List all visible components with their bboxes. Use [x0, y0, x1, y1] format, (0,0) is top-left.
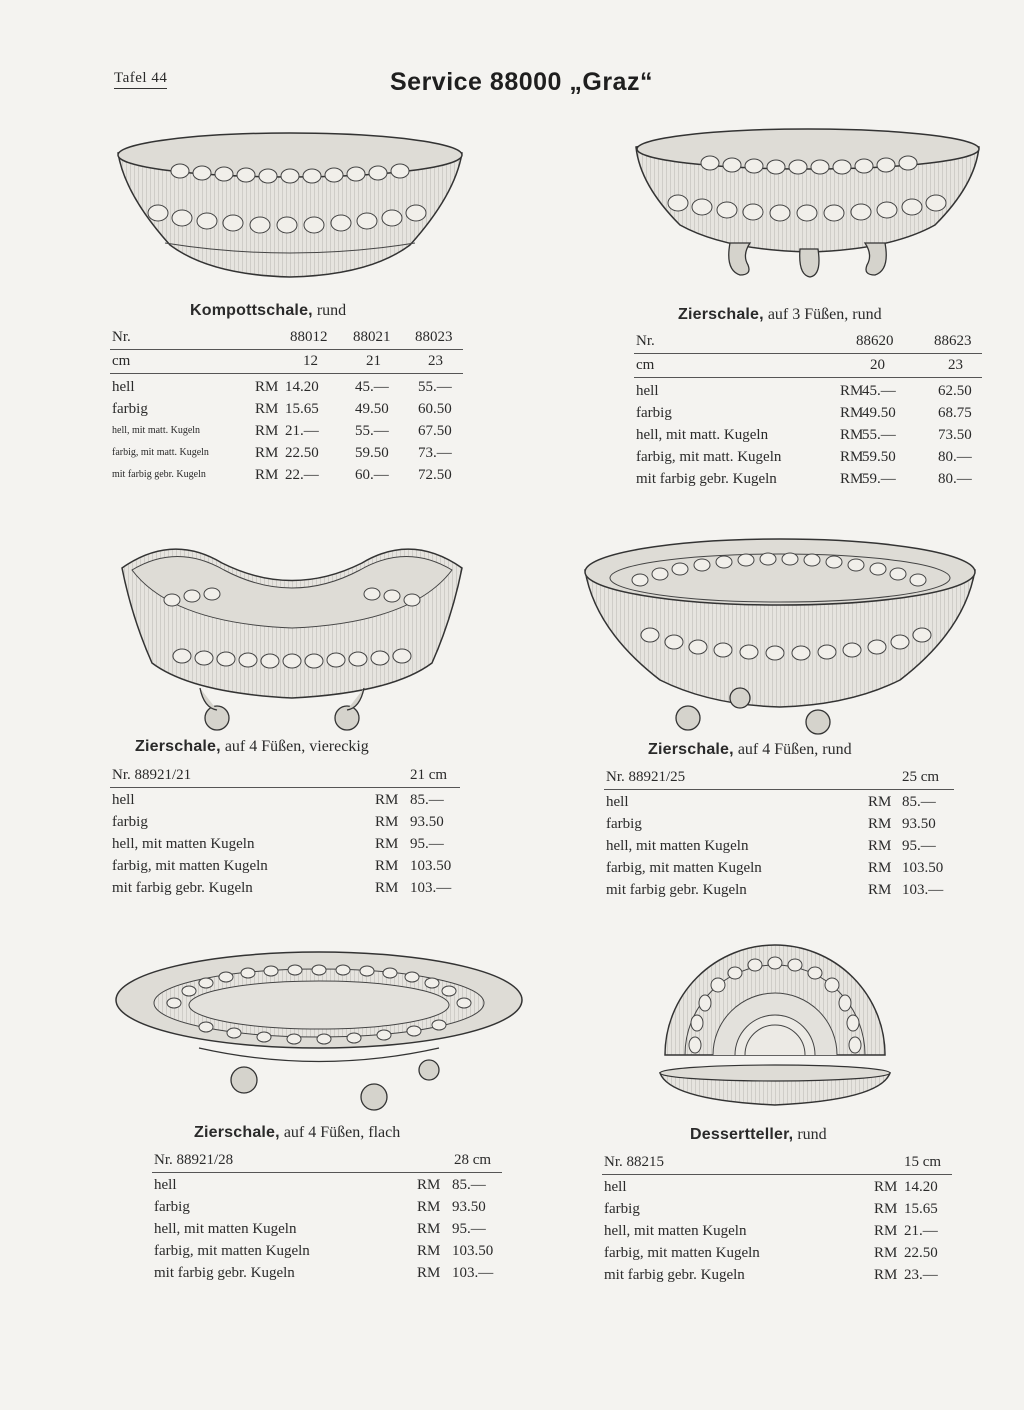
- price-value: 55.—: [418, 379, 452, 395]
- currency-label: RM: [375, 858, 399, 874]
- row-label: hell, mit matten Kugeln: [154, 1221, 297, 1237]
- currency-label: RM: [868, 860, 892, 876]
- row-label: farbig: [604, 1201, 640, 1217]
- dessertteller-desc: rund: [797, 1126, 827, 1143]
- price-value: 14.20: [285, 379, 319, 395]
- zierschale-flach-name: Zierschale,: [194, 1124, 280, 1141]
- price-value: 23.—: [904, 1267, 938, 1283]
- price-value: 60.—: [355, 467, 389, 483]
- nr-label: Nr.: [112, 329, 131, 345]
- price-value: 80.—: [938, 449, 972, 465]
- table-row: [110, 442, 465, 464]
- table-row: [604, 766, 954, 788]
- price-value: 21.—: [285, 423, 319, 439]
- price-value: 22.50: [285, 445, 319, 461]
- table-row: [110, 877, 460, 899]
- currency-label: RM: [874, 1201, 898, 1217]
- currency-label: RM: [255, 467, 279, 483]
- zierschale-3-name: Zierschale,: [678, 306, 764, 323]
- price-value: 68.75: [938, 405, 972, 421]
- table-row: [110, 833, 460, 855]
- price-value: 22.—: [285, 467, 319, 483]
- row-label: mit farbig gebr. Kugeln: [636, 471, 777, 487]
- currency-label: RM: [375, 814, 399, 830]
- page-title: Service 88000 „Graz“: [390, 68, 653, 96]
- price-value: 67.50: [418, 423, 452, 439]
- price-value: 93.50: [452, 1199, 486, 1215]
- cm-label: cm: [112, 353, 131, 369]
- table-row: [110, 811, 460, 833]
- row-label: hell: [112, 792, 135, 808]
- table-row: [110, 464, 465, 486]
- article-number: Nr. 88921/25: [606, 769, 686, 785]
- article-number: 88023: [415, 329, 453, 345]
- row-label: hell: [636, 383, 659, 399]
- zierschale-flach-caption: [194, 1124, 400, 1142]
- zierschale-viereckig-desc: auf 4 Füßen, viereckig: [224, 738, 369, 755]
- row-label: hell: [604, 1179, 627, 1195]
- table-row: [604, 813, 954, 835]
- size-value: 25 cm: [902, 769, 940, 785]
- price-value: 103.—: [452, 1265, 494, 1281]
- dessertteller-name: Dessertteller,: [690, 1126, 794, 1143]
- price-value: 15.65: [904, 1201, 938, 1217]
- price-value: 45.—: [355, 379, 389, 395]
- currency-label: RM: [874, 1179, 898, 1195]
- currency-label: RM: [840, 383, 864, 399]
- table-row: [152, 1262, 502, 1284]
- table-row: [152, 1149, 502, 1171]
- price-value: 62.50: [938, 383, 972, 399]
- price-value: 15.65: [285, 401, 319, 417]
- kompottschale-illustration: [110, 125, 470, 285]
- table-row: [110, 789, 460, 811]
- kompottschale-name: Kompottschale,: [190, 302, 313, 319]
- currency-label: RM: [375, 792, 399, 808]
- row-label: farbig, mit matt. Kugeln: [112, 447, 209, 458]
- nr-label: Nr.: [636, 333, 655, 349]
- table-row: [634, 330, 984, 352]
- currency-label: RM: [840, 449, 864, 465]
- zierschale-viereckig-caption: [135, 738, 369, 756]
- row-label: farbig: [112, 814, 148, 830]
- price-value: 80.—: [938, 471, 972, 487]
- table-row: [110, 398, 465, 420]
- currency-label: RM: [868, 816, 892, 832]
- row-label: hell, mit matt. Kugeln: [112, 425, 201, 436]
- table-row: [602, 1151, 952, 1173]
- price-value: 14.20: [904, 1179, 938, 1195]
- dessertteller-illustration: [655, 935, 895, 1120]
- zierschale-3-caption: [678, 306, 882, 324]
- row-label: hell, mit matten Kugeln: [606, 838, 749, 854]
- price-value: 93.50: [410, 814, 444, 830]
- size-value: 23: [948, 357, 963, 373]
- price-value: 95.—: [410, 836, 444, 852]
- divider: [602, 1174, 952, 1175]
- row-label: mit farbig gebr. Kugeln: [112, 469, 206, 480]
- currency-label: RM: [417, 1221, 441, 1237]
- table-row: [604, 835, 954, 857]
- row-label: farbig: [606, 816, 642, 832]
- article-number: Nr. 88921/28: [154, 1152, 234, 1168]
- dessertteller-caption: [690, 1126, 827, 1144]
- currency-label: RM: [255, 401, 279, 417]
- kompottschale-caption: [190, 302, 346, 320]
- row-label: farbig, mit matt. Kugeln: [636, 449, 782, 465]
- row-label: mit farbig gebr. Kugeln: [154, 1265, 295, 1281]
- table-row: [634, 468, 984, 490]
- table-row: [110, 350, 465, 372]
- currency-label: RM: [255, 445, 279, 461]
- price-value: 95.—: [452, 1221, 486, 1237]
- price-value: 93.50: [902, 816, 936, 832]
- zierschale-3-fuesse-illustration: [630, 125, 985, 295]
- currency-label: RM: [375, 836, 399, 852]
- article-number: Nr. 88921/21: [112, 767, 192, 783]
- price-value: 103.50: [452, 1243, 494, 1259]
- row-label: hell: [112, 379, 135, 395]
- table-row: [152, 1218, 502, 1240]
- zierschale-rund-table: [604, 766, 954, 901]
- row-label: hell, mit matten Kugeln: [112, 836, 255, 852]
- table-row: [634, 354, 984, 376]
- currency-label: RM: [255, 423, 279, 439]
- price-value: 49.50: [862, 405, 896, 421]
- divider: [152, 1172, 502, 1173]
- row-label: farbig: [154, 1199, 190, 1215]
- currency-label: RM: [874, 1245, 898, 1261]
- kompottschale-desc: rund: [316, 302, 347, 319]
- price-value: 103.—: [410, 880, 452, 896]
- row-label: farbig: [636, 405, 672, 421]
- zierschale-viereckig-illustration: [112, 528, 472, 738]
- size-value: 21 cm: [410, 767, 448, 783]
- price-value: 59.—: [862, 471, 896, 487]
- size-value: 21: [366, 353, 381, 369]
- table-row: [604, 879, 954, 901]
- article-number: Nr. 88215: [604, 1154, 664, 1170]
- table-row: [634, 380, 984, 402]
- article-number: 88623: [934, 333, 972, 349]
- price-value: 103.—: [902, 882, 944, 898]
- price-value: 55.—: [862, 427, 896, 443]
- currency-label: RM: [417, 1265, 441, 1281]
- row-label: mit farbig gebr. Kugeln: [112, 880, 253, 896]
- zierschale-rund-illustration: [580, 530, 980, 740]
- table-row: [602, 1198, 952, 1220]
- divider: [110, 373, 463, 374]
- zierschale-viereckig-name: Zierschale,: [135, 738, 221, 755]
- page-label: Tafel 44: [114, 70, 167, 89]
- article-number: 88620: [856, 333, 894, 349]
- zierschale-flach-illustration: [114, 945, 524, 1120]
- kompottschale-table: [110, 326, 465, 486]
- price-value: 21.—: [904, 1223, 938, 1239]
- price-value: 45.—: [862, 383, 896, 399]
- row-label: mit farbig gebr. Kugeln: [604, 1267, 745, 1283]
- zierschale-3-table: [634, 330, 984, 490]
- currency-label: RM: [255, 379, 279, 395]
- table-row: [602, 1264, 952, 1286]
- dessertteller-table: [602, 1151, 952, 1286]
- price-value: 85.—: [410, 792, 444, 808]
- table-row: [110, 855, 460, 877]
- currency-label: RM: [874, 1223, 898, 1239]
- table-row: [602, 1242, 952, 1264]
- currency-label: RM: [417, 1199, 441, 1215]
- table-row: [110, 420, 465, 442]
- price-value: 85.—: [902, 794, 936, 810]
- price-value: 103.50: [902, 860, 944, 876]
- table-row: [152, 1196, 502, 1218]
- table-row: [602, 1220, 952, 1242]
- table-row: [634, 402, 984, 424]
- table-row: [110, 764, 460, 786]
- table-row: [110, 376, 465, 398]
- currency-label: RM: [840, 471, 864, 487]
- article-number: 88012: [290, 329, 328, 345]
- cm-label: cm: [636, 357, 655, 373]
- row-label: farbig, mit matten Kugeln: [604, 1245, 760, 1261]
- row-label: farbig, mit matten Kugeln: [112, 858, 268, 874]
- row-label: hell: [154, 1177, 177, 1193]
- zierschale-flach-desc: auf 4 Füßen, flach: [283, 1124, 401, 1141]
- currency-label: RM: [874, 1267, 898, 1283]
- row-label: farbig, mit matten Kugeln: [606, 860, 762, 876]
- table-row: [152, 1240, 502, 1262]
- price-value: 73.—: [418, 445, 452, 461]
- currency-label: RM: [417, 1177, 441, 1193]
- price-value: 95.—: [902, 838, 936, 854]
- row-label: hell: [606, 794, 629, 810]
- zierschale-viereckig-table: [110, 764, 460, 899]
- row-label: farbig: [112, 401, 148, 417]
- currency-label: RM: [840, 405, 864, 421]
- divider: [110, 787, 460, 788]
- price-value: 22.50: [904, 1245, 938, 1261]
- price-value: 85.—: [452, 1177, 486, 1193]
- price-value: 49.50: [355, 401, 389, 417]
- table-row: [110, 326, 465, 348]
- currency-label: RM: [868, 794, 892, 810]
- zierschale-rund-name: Zierschale,: [648, 741, 734, 758]
- table-row: [602, 1176, 952, 1198]
- currency-label: RM: [868, 882, 892, 898]
- price-value: 103.50: [410, 858, 452, 874]
- zierschale-rund-caption: [648, 741, 852, 759]
- table-row: [634, 424, 984, 446]
- divider: [604, 789, 954, 790]
- price-value: 73.50: [938, 427, 972, 443]
- table-row: [604, 857, 954, 879]
- row-label: hell, mit matten Kugeln: [604, 1223, 747, 1239]
- zierschale-rund-desc: auf 4 Füßen, rund: [737, 741, 852, 758]
- zierschale-3-desc: auf 3 Füßen, rund: [767, 306, 882, 323]
- size-value: 15 cm: [904, 1154, 942, 1170]
- currency-label: RM: [417, 1243, 441, 1259]
- size-value: 28 cm: [454, 1152, 492, 1168]
- size-value: 12: [303, 353, 318, 369]
- price-value: 72.50: [418, 467, 452, 483]
- table-row: [604, 791, 954, 813]
- article-number: 88021: [353, 329, 391, 345]
- price-value: 59.50: [862, 449, 896, 465]
- price-value: 60.50: [418, 401, 452, 417]
- table-row: [634, 446, 984, 468]
- size-value: 23: [428, 353, 443, 369]
- price-value: 59.50: [355, 445, 389, 461]
- zierschale-flach-table: [152, 1149, 502, 1284]
- currency-label: RM: [375, 880, 399, 896]
- size-value: 20: [870, 357, 885, 373]
- currency-label: RM: [868, 838, 892, 854]
- table-row: [152, 1174, 502, 1196]
- row-label: mit farbig gebr. Kugeln: [606, 882, 747, 898]
- currency-label: RM: [840, 427, 864, 443]
- row-label: farbig, mit matten Kugeln: [154, 1243, 310, 1259]
- price-value: 55.—: [355, 423, 389, 439]
- row-label: hell, mit matt. Kugeln: [636, 427, 769, 443]
- divider: [634, 377, 982, 378]
